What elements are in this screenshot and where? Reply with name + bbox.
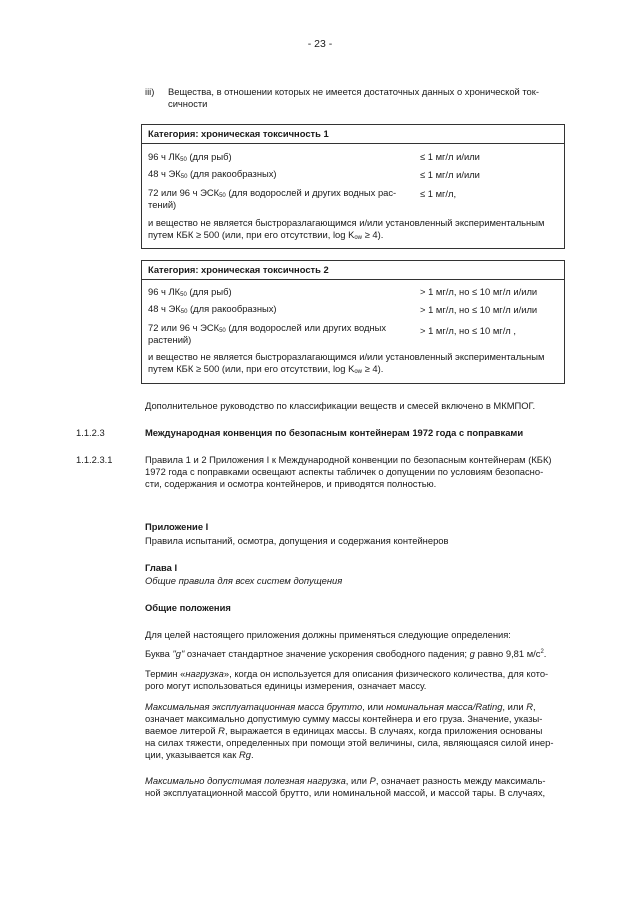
category-2-box bbox=[141, 260, 565, 384]
category-1-box bbox=[141, 124, 565, 249]
definition-rating: Максимальная эксплуатационная масса брутто, или номинальная масса/Rating, или R, означает максимально допустимую сумму массы контейнера и его груза. Значение, указы- ваемое литерой R, выражается в единицах массы. В случаях, когда приложения основаны на силах тяжести, определенных при помощи этой величины, сила, являющаяся силой инер- ции, указывается как Rg. bbox=[145, 701, 554, 760]
definition-g: Буква "g" означает стандартное значение ускорения свободного падения; g равно 9,81 $м/с^2$. bbox=[145, 648, 547, 659]
criterion-label: 96 ч $ЛК_{50}$ (для рыб) bbox=[148, 151, 232, 163]
criterion-label: 96 ч $ЛК_{50}$ (для рыб) bbox=[148, 286, 232, 298]
section-paragraph: Правила 1 и 2 Приложения I к Международной конвенции по безопасным контейнерам (КБК) 1972 года с поправками освещают аспекты табличек о допущении по условиям безопасно- сти, содержания и осмотра контейнеров, и приводятся полностью. bbox=[145, 454, 552, 489]
general-provisions-heading: Общие положения bbox=[145, 602, 231, 613]
category-2-footer: и вещество не является быстроразлагающимся и/или установленный экспериментальным путем КБК ≥ 500 (или, при его отсутствии, $\log K_{ow} \ge 4$). bbox=[148, 351, 545, 375]
annex-heading: Приложение I bbox=[145, 521, 209, 532]
section-number: 1.1.2.3.1 bbox=[76, 454, 113, 465]
annex-subtitle: Правила испытаний, осмотра, допущения и содержания контейнеров bbox=[145, 535, 449, 546]
guidance-note: Дополнительное руководство по классификации веществ и смесей включено в МКМПОГ. bbox=[145, 400, 536, 411]
criterion-value: ≤ 1 мг/л и/или bbox=[420, 169, 480, 180]
chapter-heading: Глава I bbox=[145, 562, 178, 573]
item-marker: iii) bbox=[145, 86, 155, 97]
criterion-label: 48 ч $ЭК_{50}$ (для ракообразных) bbox=[148, 168, 277, 180]
definitions-intro: Для целей настоящего приложения должны применяться следующие определения: bbox=[145, 629, 511, 640]
criterion-value: > 1 мг/л, но ≤ 10 мг/л , bbox=[420, 325, 516, 336]
page-number: - 23 - bbox=[307, 38, 333, 50]
category-1-title: Категория: хроническая токсичность 1 bbox=[142, 125, 564, 144]
criterion-label: 48 ч $ЭК_{50}$ (для ракообразных) bbox=[148, 303, 277, 315]
category-1-footer: и вещество не является быстроразлагающимся и/или установленный экспериментальным путем КБК ≥ 500 (или, при его отсутствии, $\log K_{ow} \ge 4$). bbox=[148, 217, 545, 241]
item-text-line: сичности bbox=[168, 98, 208, 109]
criterion-value: ≤ 1 мг/л, bbox=[420, 188, 457, 199]
criterion-label: 72 или 96 ч $ЭСК_{50}$ (для водорослей и других водных рас- тений) bbox=[148, 187, 397, 210]
definition-payload: Максимально допустимая полезная нагрузка, или P, означает разность между максималь- ной эксплуатационной массой брутто, или номинальной массой, и массой тары. В случаях, bbox=[145, 775, 546, 798]
section-title: Международная конвенция по безопасным контейнерам 1972 года с поправками bbox=[145, 427, 524, 438]
chapter-subtitle: Общие правила для всех систем допущения bbox=[145, 575, 343, 586]
criterion-value: > 1 мг/л, но ≤ 10 мг/л и/или bbox=[420, 286, 538, 297]
section-number: 1.1.2.3 bbox=[76, 427, 105, 438]
criterion-value: ≤ 1 мг/л и/или bbox=[420, 151, 480, 162]
item-text-line: Вещества, в отношении которых не имеется достаточных данных о хронической ток- bbox=[168, 86, 539, 97]
criterion-label: 72 или 96 ч $ЭСК_{50}$ (для водорослей или других водных растений) bbox=[148, 322, 387, 345]
definition-load: Термин «нагрузка», когда он используется для описания физического количества, для кото- рого могут использоваться единицы измерения, означает массу. bbox=[145, 668, 549, 691]
criterion-value: > 1 мг/л, но ≤ 10 мг/л и/или bbox=[420, 304, 538, 315]
item-text bbox=[168, 86, 568, 110]
category-2-title: Категория: хроническая токсичность 2 bbox=[142, 261, 564, 280]
